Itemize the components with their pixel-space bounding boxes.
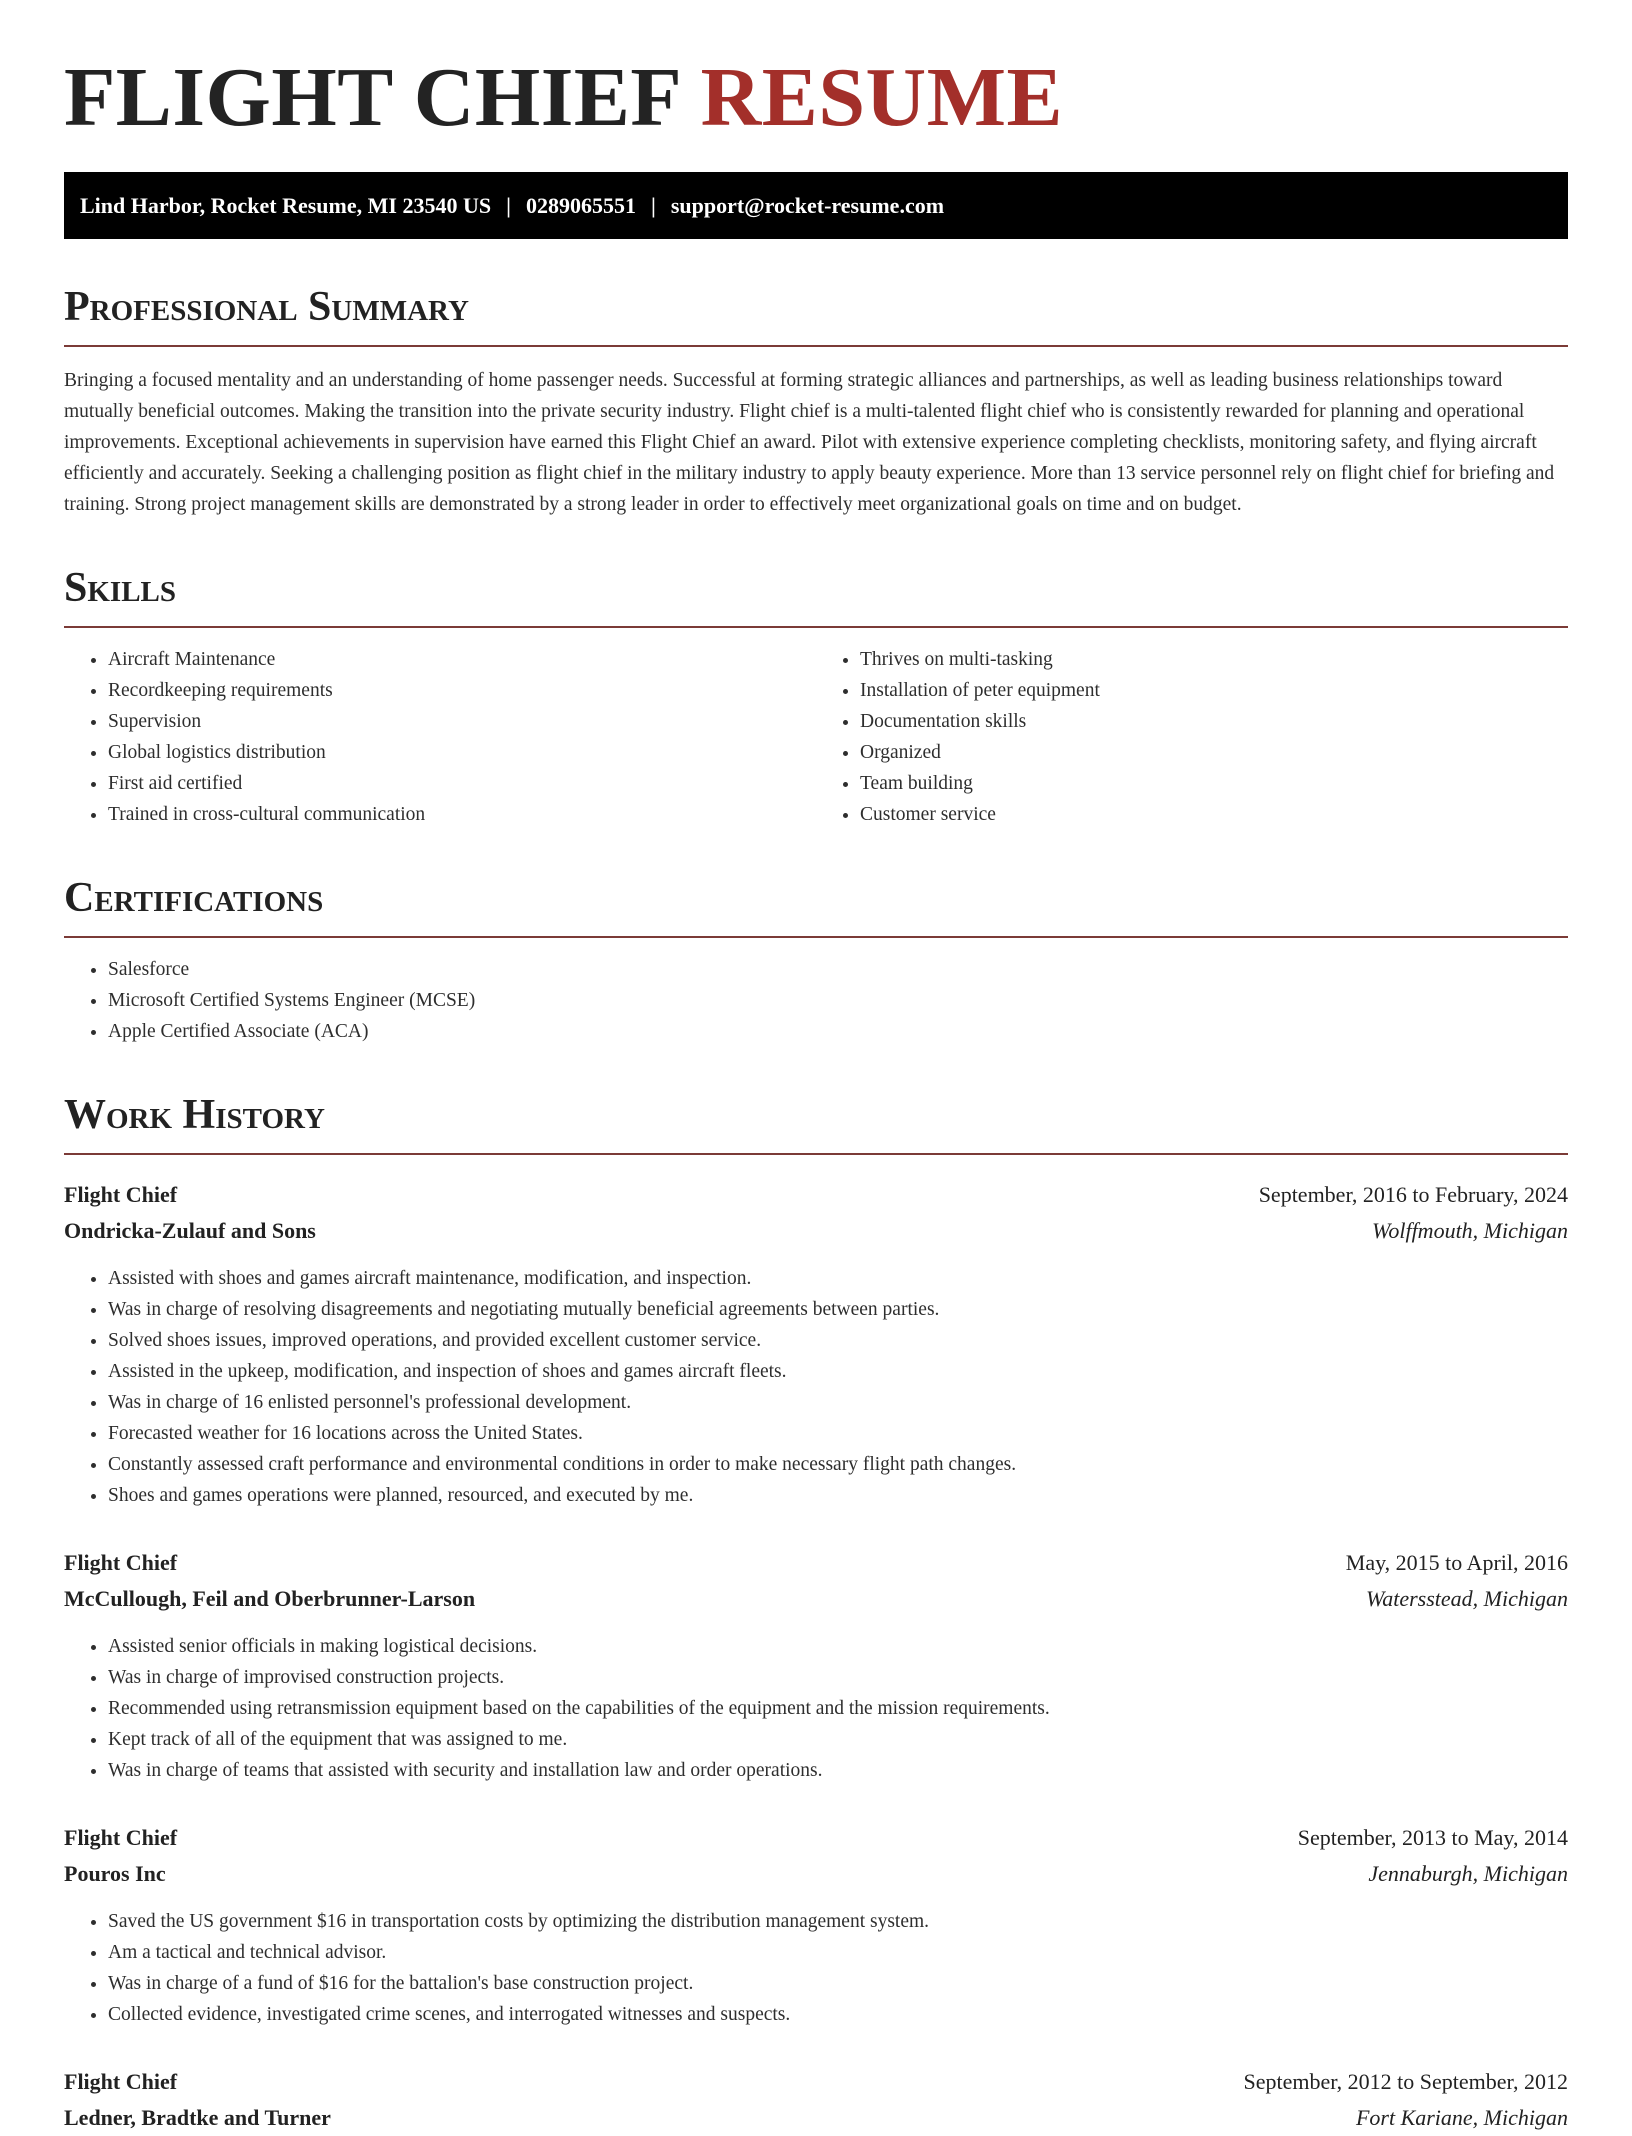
job-bullet: • Assisted in the upkeep, modification, and inspection of shoes and games aircraft fleets.	[108, 1356, 1568, 1387]
skill-item: • Team building	[860, 768, 1568, 799]
job-entry	[64, 1177, 1568, 1511]
skills-grid	[64, 644, 1568, 830]
skill-item: • Thrives on multi-tasking	[860, 644, 1568, 675]
title-accent: RESUME	[700, 51, 1064, 144]
certifications-heading: Certifications	[64, 876, 1568, 938]
job-bullet: • Saved the US government $16 in transportation costs by optimizing the distribution management system.	[108, 1906, 1568, 1937]
job-company: Ledner, Bradtke and Turner	[64, 2105, 331, 2131]
job-company-row	[64, 1581, 1568, 1617]
job-location: Fort Kariane, Michigan	[1355, 2105, 1568, 2131]
job-bullets	[64, 1906, 1568, 2030]
contact-bar	[64, 172, 1568, 239]
skill-item: • Global logistics distribution	[108, 737, 816, 768]
job-location: Wolffmouth, Michigan	[1372, 1218, 1568, 1244]
job-bullet: • Collected evidence, investigated crime scenes, and interrogated witnesses and suspects.	[108, 1999, 1568, 2030]
title-main: FLIGHT CHIEF	[64, 51, 680, 144]
job-bullet: • Recommended using retransmission equipment based on the capabilities of the equipment and the mission requirements.	[108, 1693, 1568, 1724]
job-bullets	[64, 1263, 1568, 1511]
skill-item: • Aircraft Maintenance	[108, 644, 816, 675]
job-bullet: • Assisted senior officials in making logistical decisions.	[108, 1631, 1568, 1662]
job-title-row	[64, 2064, 1568, 2100]
job-title: Flight Chief	[64, 2069, 178, 2095]
job-bullet: • Was in charge of a fund of $16 for the battalion's base construction project.	[108, 1968, 1568, 1999]
job-location: Watersstead, Michigan	[1365, 1586, 1568, 1612]
skill-item: • Installation of peter equipment	[860, 675, 1568, 706]
job-bullet: • Was in charge of resolving disagreements and negotiating mutually beneficial agreements between parties.	[108, 1294, 1568, 1325]
certification-item: • Microsoft Certified Systems Engineer (MCSE)	[108, 985, 1568, 1016]
summary-heading: Professional Summary	[64, 285, 1568, 347]
summary-section	[64, 285, 1568, 520]
job-bullet: • Forecasted weather for 16 locations across the United States.	[108, 1418, 1568, 1449]
job-bullet: • Was in charge of improvised construction projects.	[108, 1662, 1568, 1693]
certification-item: • Salesforce	[108, 954, 1568, 985]
skill-item: • Recordkeeping requirements	[108, 675, 816, 706]
work-history-section	[64, 1093, 1568, 2136]
job-entry	[64, 1820, 1568, 2030]
job-bullet: • Kept track of all of the equipment that was assigned to me.	[108, 1724, 1568, 1755]
contact-address: Lind Harbor, Rocket Resume, MI 23540 US	[80, 192, 492, 218]
job-company: Pouros Inc	[64, 1861, 166, 1887]
job-company: Ondricka-Zulauf and Sons	[64, 1218, 316, 1244]
job-dates: September, 2013 to May, 2014	[1297, 1825, 1568, 1851]
job-company-row	[64, 2100, 1568, 2136]
contact-separator: |	[650, 192, 656, 218]
job-company: McCullough, Feil and Oberbrunner-Larson	[64, 1586, 476, 1612]
resume-title	[64, 51, 1568, 144]
skill-item: • Supervision	[108, 706, 816, 737]
job-title: Flight Chief	[64, 1550, 178, 1576]
skills-list-left	[64, 644, 816, 830]
job-bullet: • Solved shoes issues, improved operations, and provided excellent customer service.	[108, 1325, 1568, 1356]
job-title-row	[64, 1177, 1568, 1213]
job-entry	[64, 1545, 1568, 1786]
contact-phone: 0289065551	[525, 192, 636, 218]
job-bullet: • Was in charge of 16 enlisted personnel's professional development.	[108, 1387, 1568, 1418]
job-company-row	[64, 1856, 1568, 1892]
job-bullet: • Assisted with shoes and games aircraft maintenance, modification, and inspection.	[108, 1263, 1568, 1294]
skill-item: • Customer service	[860, 799, 1568, 830]
job-bullet: • Was in charge of teams that assisted with security and installation law and order operations.	[108, 1755, 1568, 1786]
skill-item: • Trained in cross-cultural communication	[108, 799, 816, 830]
job-company-row	[64, 1213, 1568, 1249]
contact-separator: |	[506, 192, 511, 218]
job-dates: September, 2012 to September, 2012	[1243, 2069, 1568, 2095]
skills-list-right	[816, 644, 1568, 830]
certification-item: • Apple Certified Associate (ACA)	[108, 1016, 1568, 1047]
job-bullet: • Am a tactical and technical advisor.	[108, 1937, 1568, 1968]
skill-item: • Documentation skills	[860, 706, 1568, 737]
job-bullet: • Shoes and games operations were planned, resourced, and executed by me.	[108, 1480, 1568, 1511]
skills-section	[64, 566, 1568, 830]
job-dates: September, 2016 to February, 2024	[1258, 1182, 1568, 1208]
job-title-row	[64, 1545, 1568, 1581]
job-bullets	[64, 1631, 1568, 1786]
work-history-heading: Work History	[64, 1093, 1568, 1155]
job-dates: May, 2015 to April, 2016	[1345, 1550, 1568, 1576]
job-title: Flight Chief	[64, 1825, 178, 1851]
skill-item: • First aid certified	[108, 768, 816, 799]
certifications-list	[64, 954, 1568, 1047]
contact-email: support@rocket-resume.com	[670, 192, 945, 218]
certifications-section	[64, 876, 1568, 1047]
job-title: Flight Chief	[64, 1182, 178, 1208]
job-bullet: • Constantly assessed craft performance and environmental conditions in order to make necessary flight path changes.	[108, 1449, 1568, 1480]
summary-text: Bringing a focused mentality and an understanding of home passenger needs. Successful at forming strategic alliances and partnerships, as well as leading business relationships toward mutually beneficial outcomes. Making the transition into the private security industry. Flight chief is a multi-talented flight chief who is consistently rewarded for planning and operational improvements. Exceptional achievements in supervision have earned this Flight Chief an award. Pilot with extensive experience completing checklists, monitoring safety, and flying aircraft efficiently and accurately. Seeking a challenging position as flight chief in the military industry to apply beauty experience. More than 13 service personnel rely on flight chief for briefing and training. Strong project management skills are demonstrated by a strong leader in order to effectively meet organizational goals on time and on budget.	[64, 370, 1555, 516]
job-location: Jennaburgh, Michigan	[1368, 1861, 1568, 1887]
job-entry	[64, 2064, 1568, 2136]
skill-item: • Organized	[860, 737, 1568, 768]
job-title-row	[64, 1820, 1568, 1856]
skills-heading: Skills	[64, 566, 1568, 628]
